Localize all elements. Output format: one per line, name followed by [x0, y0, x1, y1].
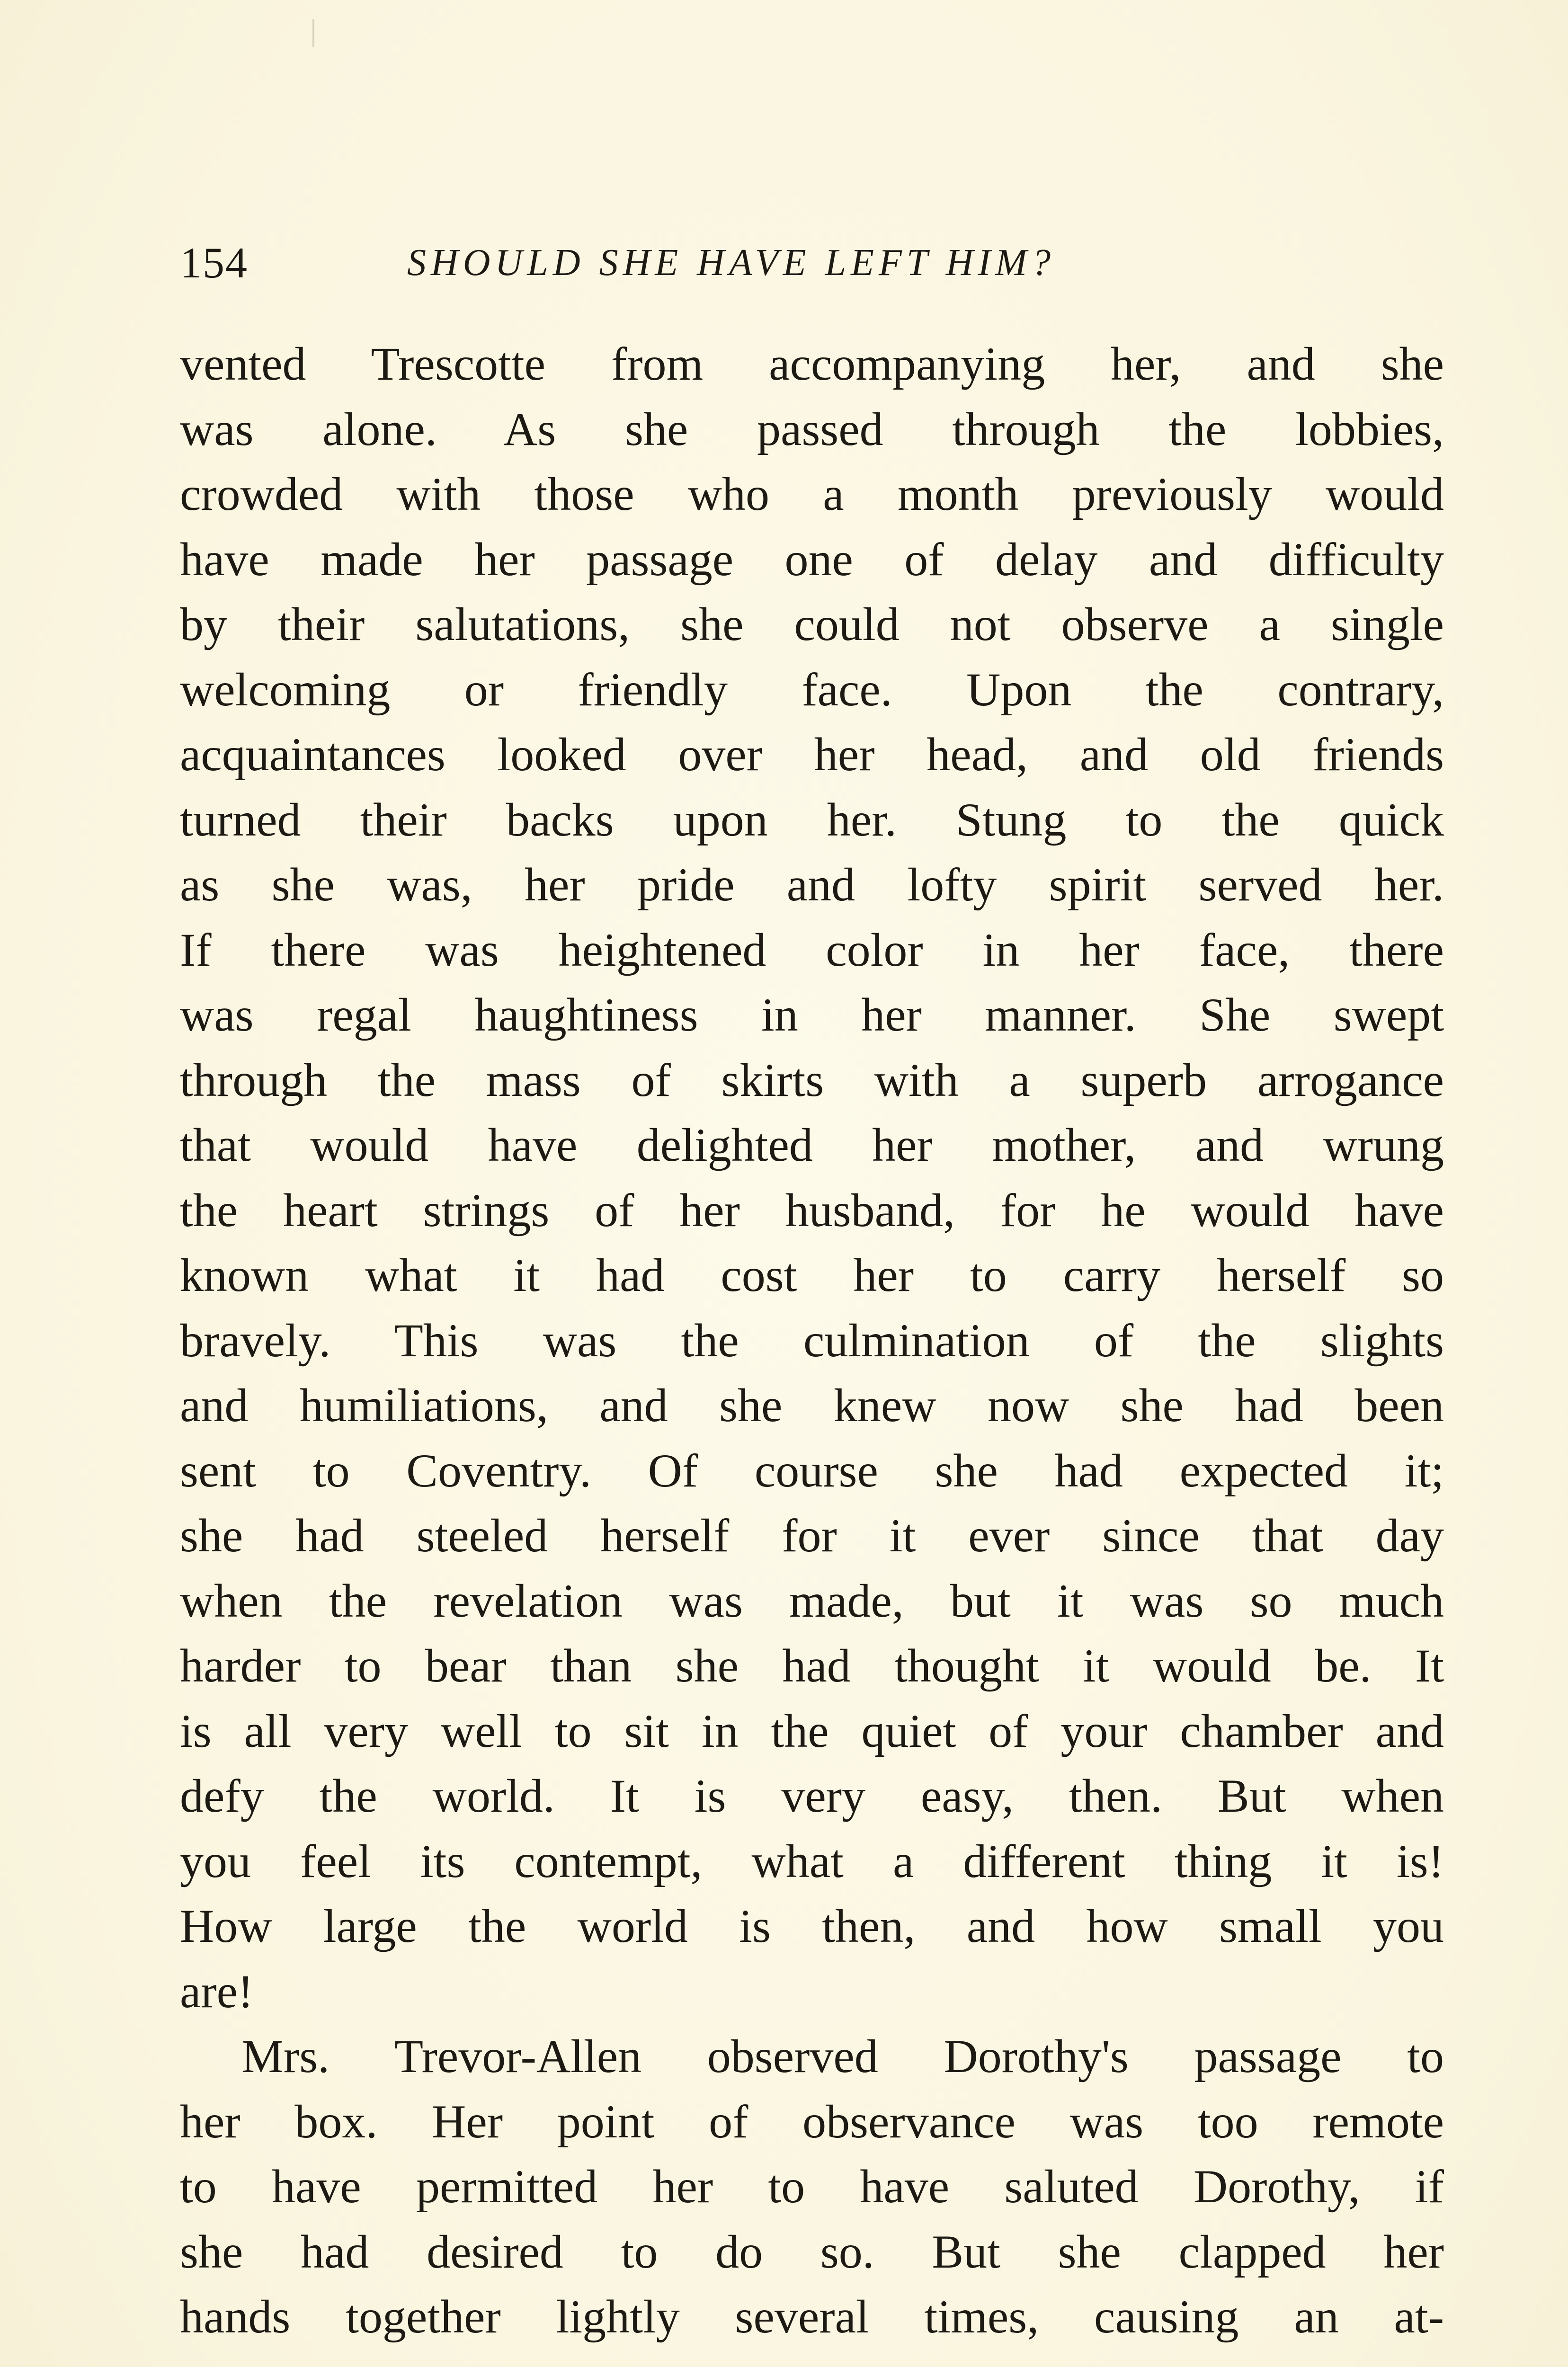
gutter-mark	[312, 19, 314, 47]
text-line: the heart strings of her husband, for he would have	[180, 1184, 1444, 1237]
text-line: harder to bear than she had thought it would be. It	[180, 1639, 1444, 1692]
text-line: sent to Coventry. Of course she had expected it;	[180, 1444, 1444, 1497]
text-line: turned their backs upon her. Stung to the quick	[180, 793, 1444, 846]
text-line: bravely. This was the culmination of the slights	[180, 1314, 1444, 1367]
text-line: hands together lightly several times, causing an at-	[180, 2290, 1444, 2343]
text-line: have made her passage one of delay and difficulty	[180, 533, 1444, 586]
text-line: she had desired to do so. But she clapped her	[180, 2225, 1444, 2278]
text-line: are!	[180, 1965, 254, 2018]
text-line: by their salutations, she could not observe a single	[180, 598, 1444, 650]
text-line: when the revelation was made, but it was so much	[180, 1574, 1444, 1627]
page-number: 154	[180, 239, 248, 287]
text-line: she had steeled herself for it ever since that day	[180, 1509, 1444, 1562]
text-line: you feel its contempt, what a different thing it is!	[180, 1834, 1444, 1887]
paragraph-1	[180, 331, 1444, 2024]
text-line: How large the world is then, and how small you	[180, 1900, 1444, 1952]
text-line: is all very well to sit in the quiet of your chamber and	[180, 1704, 1444, 1757]
text-line: acquaintances looked over her head, and old friends	[180, 728, 1444, 781]
text-line: to have permitted her to have saluted Dorothy, if	[180, 2160, 1444, 2213]
text-line: welcoming or friendly face. Upon the contrary,	[180, 663, 1444, 716]
text-line: vented Trescotte from accompanying her, and she	[180, 338, 1444, 390]
text-line: through the mass of skirts with a superb arrogance	[180, 1053, 1444, 1106]
text-line: known what it had cost her to carry herself so	[180, 1249, 1444, 1301]
text-line: If there was heightened color in her face, there	[180, 923, 1444, 976]
text-line: and humiliations, and she knew now she had been	[180, 1379, 1444, 1432]
running-head	[180, 237, 1278, 289]
text-line: was regal haughtiness in her manner. She swept	[180, 988, 1444, 1041]
running-title: SHOULD SHE HAVE LEFT HIM?	[407, 242, 1055, 284]
body-text	[180, 331, 1444, 2349]
text-line: as she was, her pride and lofty spirit served her.	[180, 858, 1444, 911]
text-line: that would have delighted her mother, and wrung	[180, 1119, 1444, 1171]
text-line: Mrs. Trevor-Allen observed Dorothy's passage to	[241, 2030, 1444, 2082]
text-line: was alone. As she passed through the lobbies,	[180, 402, 1444, 455]
paragraph-2	[180, 2024, 1444, 2349]
text-line: crowded with those who a month previously would	[180, 468, 1444, 520]
text-line: her box. Her point of observance was too remote	[180, 2095, 1444, 2148]
text-line: defy the world. It is very easy, then. But when	[180, 1770, 1444, 1822]
